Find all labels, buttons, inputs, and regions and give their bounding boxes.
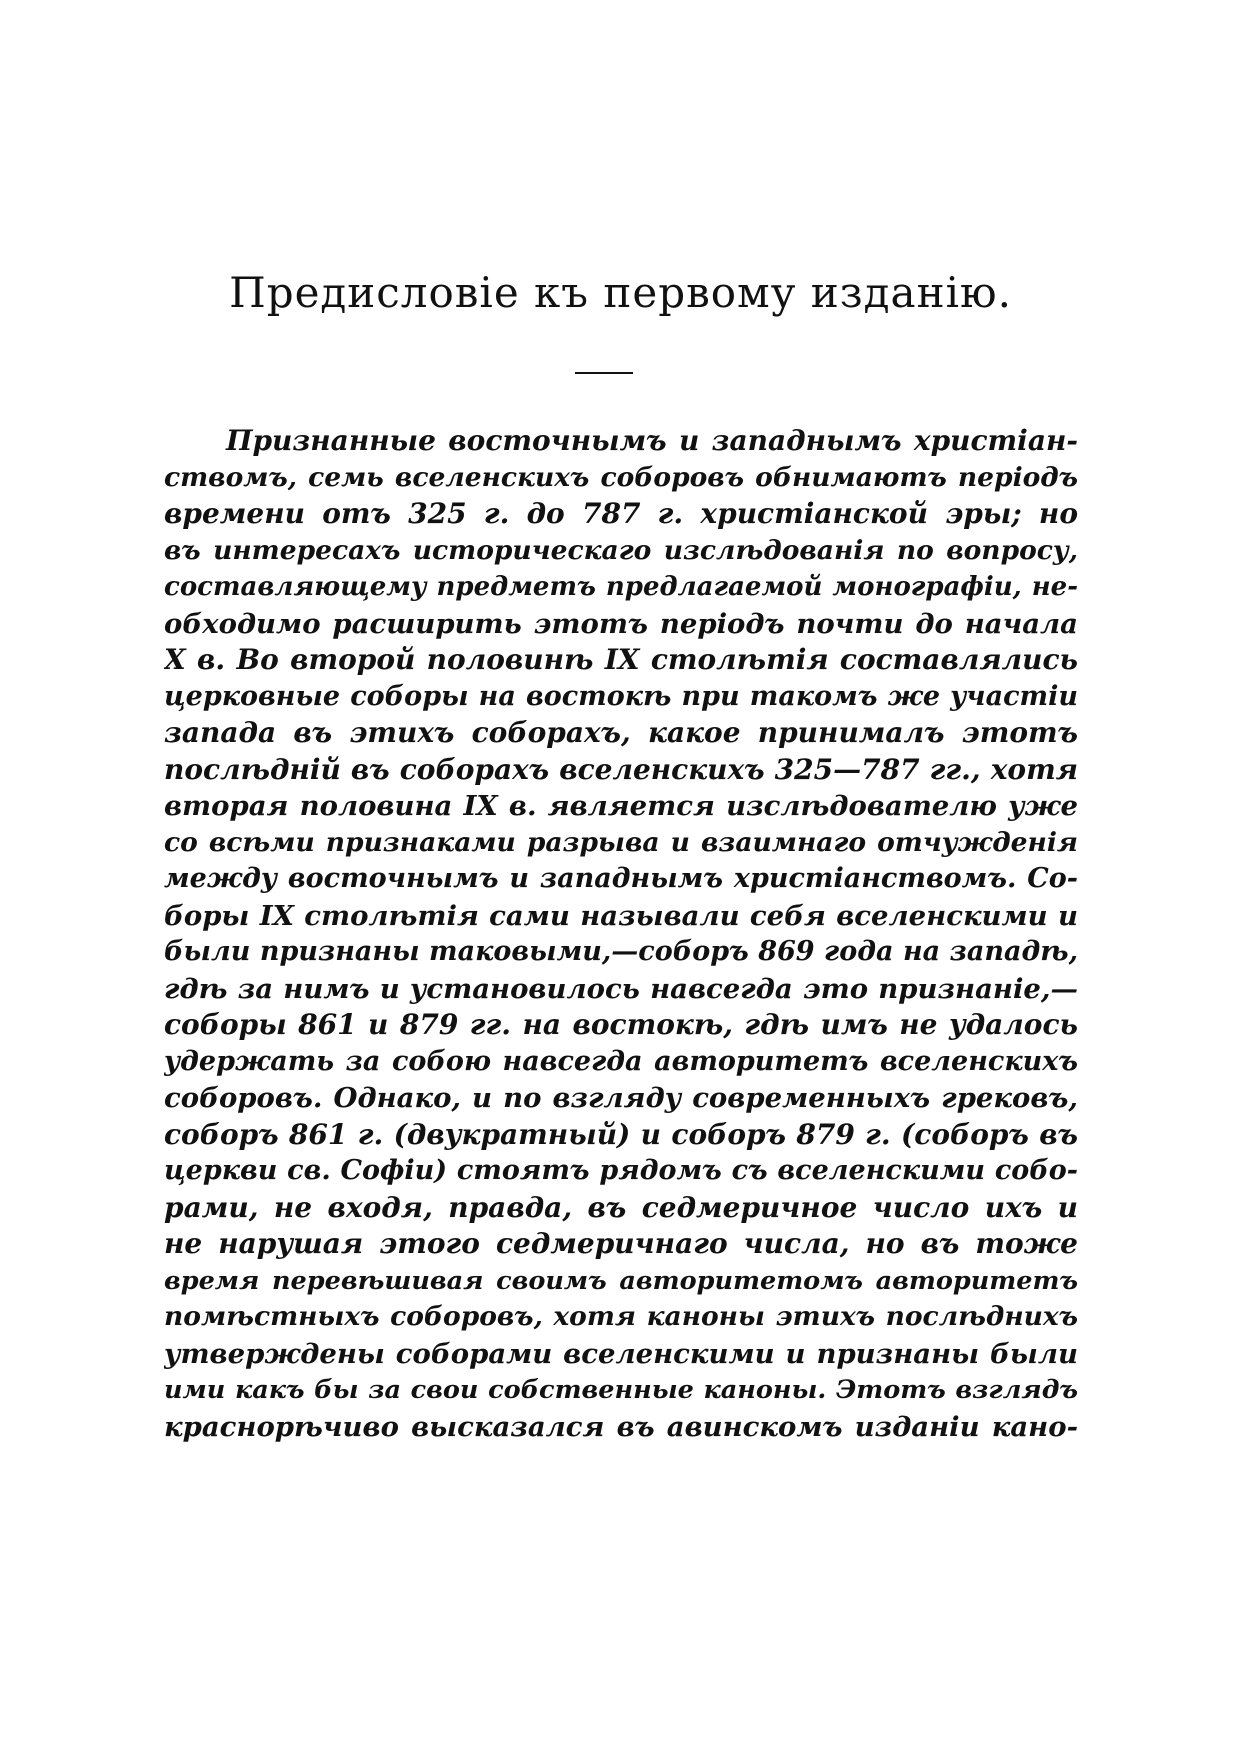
text-line: боры IX столѣтія сами называли себя вселенскими и: [164, 899, 1078, 932]
text-line: вторая половина IX в. является изслѣдователю уже: [164, 790, 1078, 822]
text-line: составляющему предметъ предлагаемой монографіи, не-: [164, 572, 1078, 602]
text-line: между восточнымъ и западнымъ христіанствомъ. Со-: [164, 863, 1078, 894]
text-line: обходимо расширить этотъ періодъ почти до начала: [164, 607, 1078, 640]
text-line: X в. Во второй половинѣ IX столѣтія составлялись: [164, 643, 1078, 676]
text-line: ствомъ, семь вселенскихъ соборовъ обнимаютъ періодъ: [164, 461, 1078, 493]
text-line: времени отъ 325 г. до 787 г. христіанской эры; но: [164, 497, 1078, 530]
text-line: не нарушая этого седмеричнаго числа, но въ тоже: [164, 1227, 1078, 1260]
text-line: гдѣ за нимъ и установилось навсегда это признаніе,—: [164, 972, 1078, 1005]
text-line: со всѣми признаками разрыва и взаимнаго отчужденія: [164, 826, 1078, 858]
text-line: Признанные восточнымъ и западнымъ христіан-: [226, 424, 1078, 457]
text-line: были признаны таковыми,—соборъ 869 года на западѣ,: [164, 936, 1078, 967]
text-line: соборовъ. Однако, и по взгляду современныхъ грековъ,: [164, 1082, 1078, 1114]
text-line: удержать за собою навсегда авторитетъ вселенскихъ: [164, 1045, 1078, 1077]
text-line: церкви св. Софіи) стоятъ рядомъ съ вселенскими собо-: [164, 1155, 1078, 1186]
text-line: въ интересахъ историческаго изслѣдованія по вопросу,: [164, 534, 1078, 566]
text-line: запада въ этихъ соборахъ, какое принималъ этотъ: [164, 716, 1078, 749]
text-line: помѣстныхъ соборовъ, хотя каноны этихъ послѣднихъ: [164, 1301, 1078, 1332]
text-line: соборы 861 и 879 гг. на востокѣ, гдѣ имъ не удалось: [164, 1008, 1078, 1041]
text-line: церковные соборы на востокѣ при такомъ же участіи: [164, 680, 1078, 712]
text-line: краснорѣчиво высказался въ авинскомъ изданіи кано-: [164, 1410, 1078, 1443]
text-line: послѣдній въ соборахъ вселенскихъ 325—787 гг., хотя: [164, 752, 1078, 786]
page-title: Предисловіе къ первому изданію.: [229, 268, 1012, 317]
text-line: соборъ 861 г. (двукратный) и соборъ 879 г. (соборъ въ: [164, 1117, 1078, 1151]
text-line: рами, не входя, правда, въ седмеричное число ихъ и: [164, 1190, 1078, 1224]
text-line: утверждены соборами вселенскими и признаны были: [164, 1337, 1078, 1370]
body-text: [164, 423, 1078, 1445]
text-line: ими какъ бы за свои собственные каноны. Этотъ взглядъ: [164, 1375, 1078, 1405]
text-line: время перевѣшивая своимъ авторитетомъ авторитетъ: [164, 1265, 1078, 1296]
title-divider: [575, 372, 633, 374]
